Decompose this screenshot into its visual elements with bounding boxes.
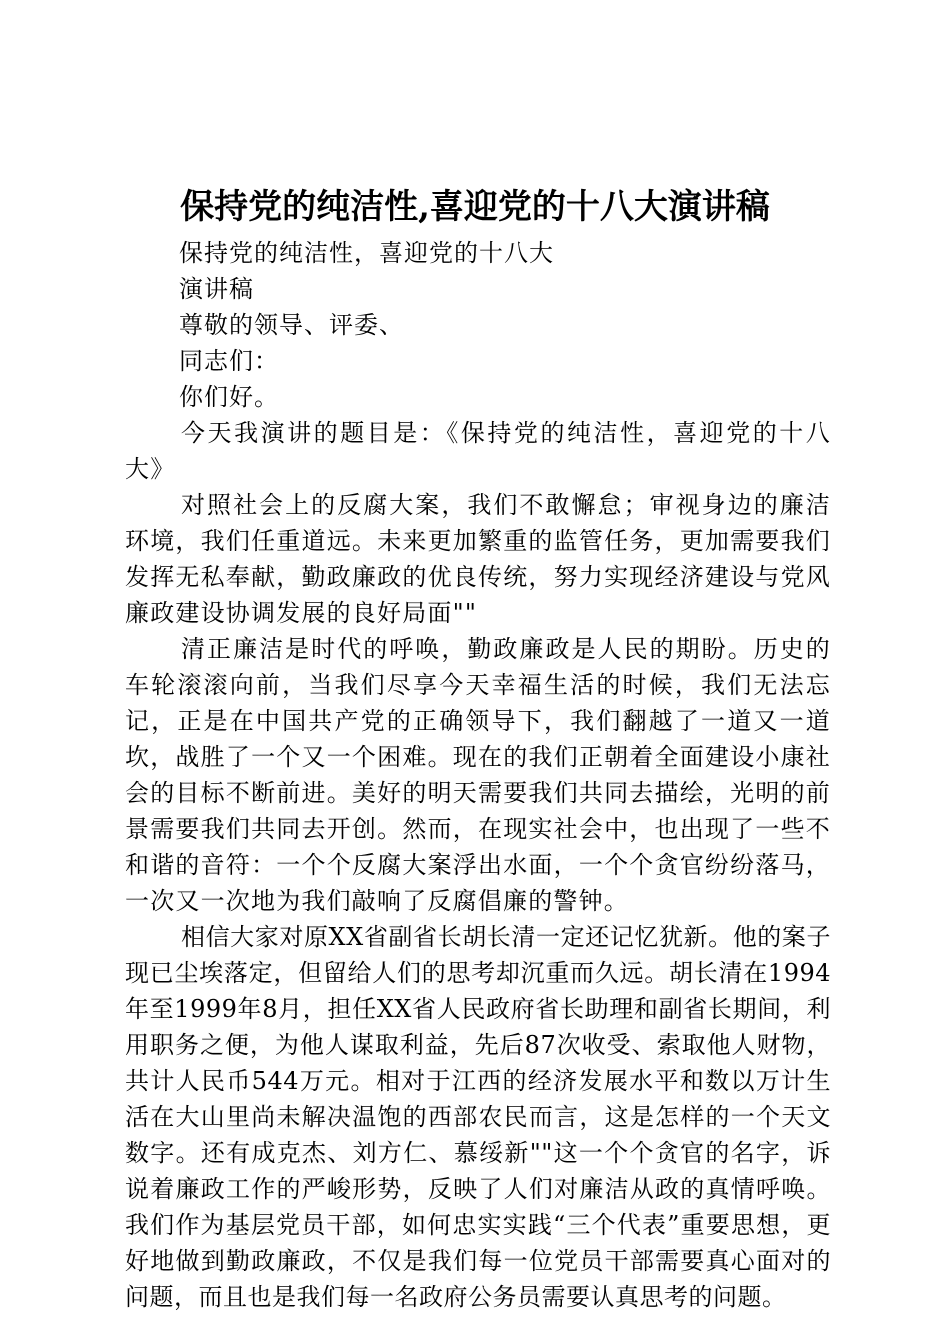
subtitle-line: 演讲稿 [179, 275, 254, 303]
greeting-line: 你们好。 [179, 383, 279, 411]
body-paragraph: 对照社会上的反腐大案，我们不敢懈怠；审视身边的廉洁环境，我们任重道远。未来更加繁重的监管任务，更加需要我们发挥无私奉献，勤政廉政的优良传统，努力实现经济建设与党风廉政建设协调发展的良好局面"" [125, 491, 831, 627]
salutation-line: 尊敬的领导、评委、 [179, 311, 404, 339]
speech-topic-paragraph: 今天我演讲的题目是：《保持党的纯洁性，喜迎党的十八大》 [125, 419, 831, 483]
subtitle-line: 保持党的纯洁性，喜迎党的十八大 [179, 239, 554, 267]
document-title: 保持党的纯洁性,喜迎党的十八大演讲稿 [180, 187, 770, 227]
body-paragraph: 相信大家对原XX省副省长胡长清一定还记忆犹新。他的案子现已尘埃落定，但留给人们的思考却沉重而久远。胡长清在1994年至1999年8月，担任XX省人民政府省长助理和副省长期间，利用职务之便，为他人谋取利益，先后87次收受、索取他人财物，共计人民币544万元。相对于江西的经济发展水平和数以万计生活在大山里尚未解决温饱的西部农民而言，这是怎样的一个天文数字。还有成克杰、刘方仁、慕绥新""这一个个贪官的名字，诉说着廉政工作的严峻形势，反映了人们对廉洁从政的真情呼唤。我们作为基层党员干部，如何忠实实践“三个代表”重要思想，更好地做到勤政廉政，不仅是我们每一位党员干部需要真心面对的问题，而且也是我们每一名政府公务员需要认真思考的问题。 [125, 923, 831, 1311]
body-paragraph: 清正廉洁是时代的呼唤，勤政廉政是人民的期盼。历史的车轮滚滚向前，当我们尽享今天幸福生活的时候，我们无法忘记，正是在中国共产党的正确领导下，我们翻越了一道又一道坎，战胜了一个又一个困难。现在的我们正朝着全面建设小康社会的目标不断前进。美好的明天需要我们共同去描绘，光明的前景需要我们共同去开创。然而，在现实社会中，也出现了一些不和谐的音符：一个个反腐大案浮出水面，一个个贪官纷纷落马，一次又一次地为我们敲响了反腐倡廉的警钟。 [125, 635, 831, 915]
salutation-line: 同志们： [179, 347, 279, 375]
document-body [125, 235, 831, 1315]
